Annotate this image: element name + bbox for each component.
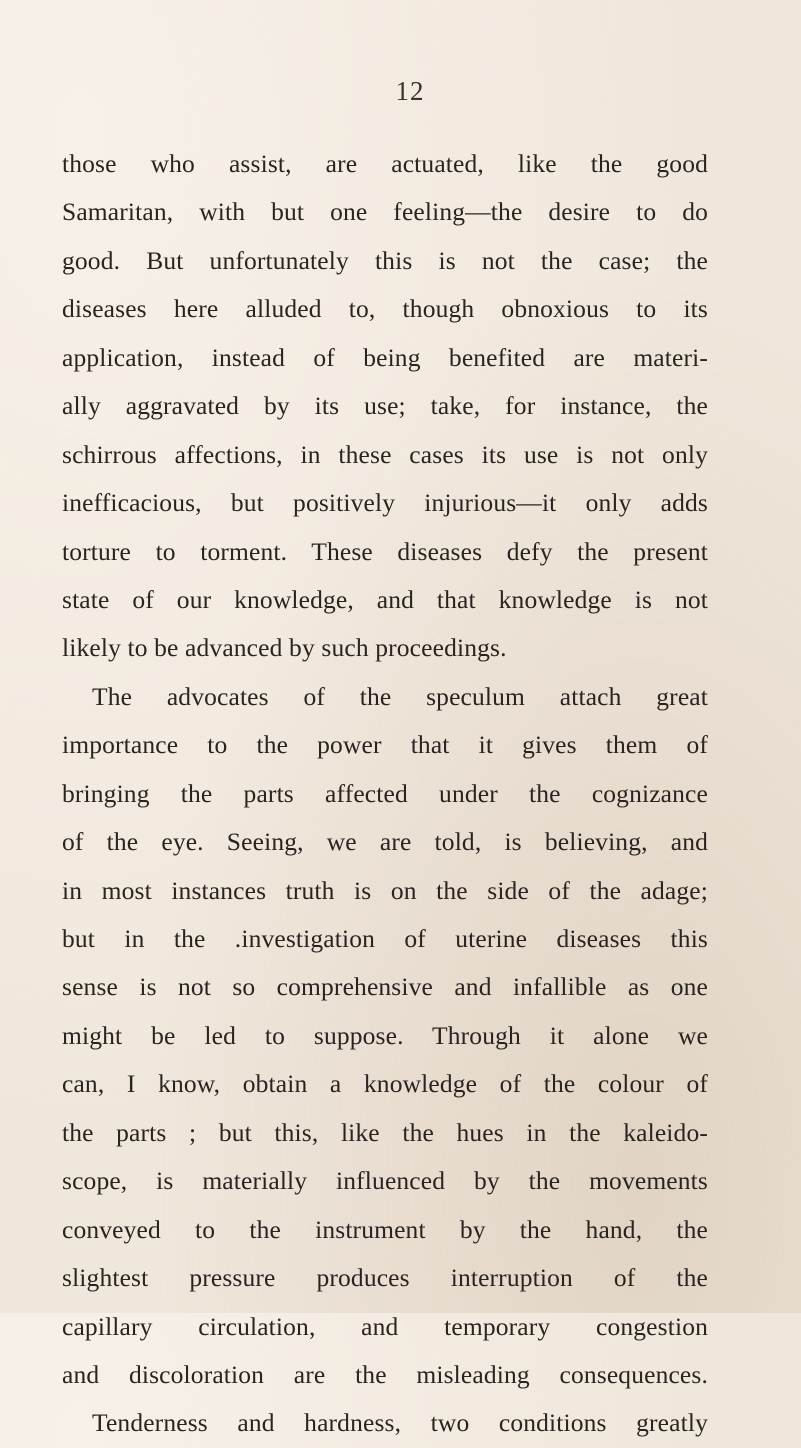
text-line: the parts ; but this, like the hues in the kaleido- <box>62 1117 708 1147</box>
text-line: those who assist, are actuated, like the good <box>62 149 708 178</box>
text-line: importance to the power that it gives them of <box>62 730 708 760</box>
text-line: sense is not so comprehensive and infallible as one <box>62 972 708 1002</box>
text-line: Samaritan, with but one feeling—the desire to do <box>62 197 708 227</box>
text-line: might be led to suppose. Through it alone we <box>62 1020 708 1050</box>
text-line: bringing the parts affected under the cognizance <box>62 778 708 808</box>
text-line: good. But unfortunately this is not the case; the <box>62 245 708 275</box>
text-line: conveyed to the instrument by the hand, the <box>62 1214 708 1244</box>
paragraph-start-line: Tenderness and hardness, two conditions greatly <box>92 1408 708 1438</box>
text-line: capillary circulation, and temporary congestion <box>62 1311 708 1341</box>
text-line: state of our knowledge, and that knowledge is not <box>62 584 708 614</box>
text-line: schirrous affections, in these cases its use is not only <box>62 439 708 469</box>
text-line: scope, is materially influenced by the movements <box>62 1166 708 1196</box>
text-line: can, I know, obtain a knowledge of the colour of <box>62 1069 708 1099</box>
text-line: slightest pressure produces interruption of the <box>62 1263 708 1293</box>
text-line: diseases here alluded to, though obnoxious to its <box>62 294 708 324</box>
page-number: 12 <box>395 76 425 106</box>
paragraph-start-line: The advocates of the speculum attach great <box>92 681 708 711</box>
text-line: inefficacious, but positively injurious—it only adds <box>62 488 708 518</box>
text-line: and discoloration are the misleading consequences. <box>62 1359 708 1389</box>
text-line: likely to be advanced by such proceedings. <box>62 633 507 663</box>
text-line: of the eye. Seeing, we are told, is believing, and <box>62 827 708 857</box>
text-line: torture to torment. These diseases defy the present <box>62 536 708 566</box>
text-line: ally aggravated by its use; take, for instance, the <box>62 391 708 421</box>
text-line: application, instead of being benefited are materi- <box>62 342 708 372</box>
body-text <box>62 140 708 1448</box>
text-line: but in the .investigation of uterine diseases this <box>62 924 708 953</box>
text-line: in most instances truth is on the side of the adage; <box>62 875 708 905</box>
